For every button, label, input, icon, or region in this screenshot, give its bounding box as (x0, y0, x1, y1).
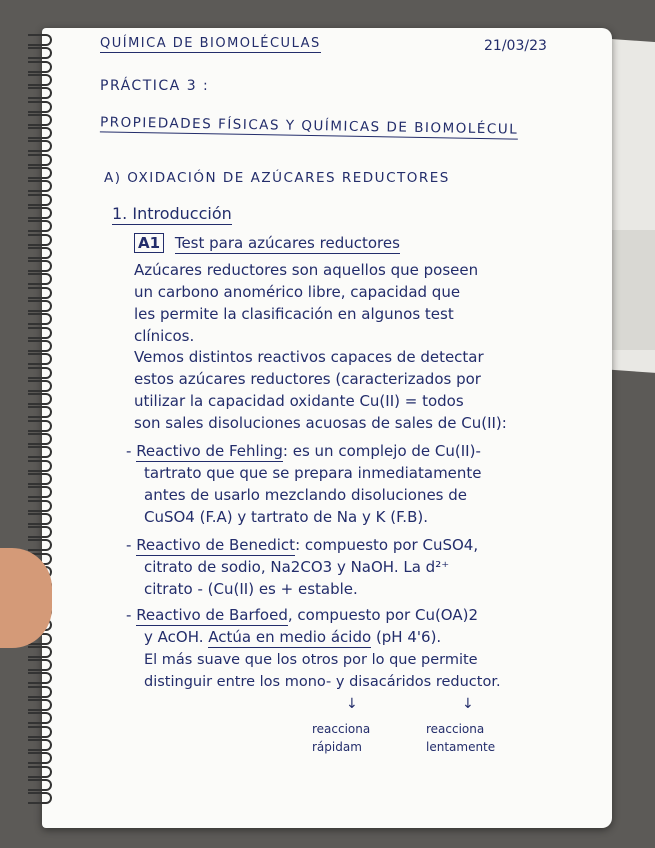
bullet-dash: - (126, 442, 137, 460)
bullet-dash: - (126, 536, 137, 554)
paragraph2-line: Vemos distintos reactivos capaces de detectar (134, 348, 484, 366)
practice-label: PRÁCTICA 3 : (100, 78, 210, 94)
benedict-label: Reactivo de Benedict (136, 536, 296, 554)
fehling-line (126, 442, 481, 460)
intro-heading (112, 204, 232, 223)
barfoed-label: Reactivo de Barfoed (136, 606, 288, 624)
spiral-ring (28, 420, 52, 432)
barfoed-text: (pH 4'6). (375, 628, 442, 646)
fehling-line: antes de usarlo mezclando disoluciones de (144, 486, 468, 504)
fehling-text: : es un complejo de Cu(II)- (282, 442, 481, 460)
spiral-ring (28, 406, 52, 418)
benedict-line: citrato de sodio, Na2CO3 y NaOH. La d²⁺ (144, 558, 450, 576)
note-left: rápidam (312, 740, 362, 754)
spiral-ring (28, 194, 52, 206)
spiral-ring (28, 300, 52, 312)
spiral-ring (28, 646, 52, 658)
note-right: lentamente (426, 740, 496, 754)
paragraph2-line: son sales disoluciones acuosas de sales de Cu(II): (134, 414, 507, 432)
barfoed-text: y AcOH. (144, 628, 204, 646)
spiral-ring (28, 380, 52, 392)
bullet-dash: - (126, 606, 137, 624)
barfoed-line: El más suave que los otros por lo que permite (144, 652, 478, 668)
spiral-ring (28, 526, 52, 538)
spiral-ring (28, 154, 52, 166)
benedict-line (126, 536, 478, 554)
spiral-ring (28, 367, 52, 379)
notebook-page (42, 28, 612, 828)
page-date: 21/03/23 (484, 38, 547, 54)
arrow-down-icon: ↓ (462, 696, 474, 712)
spiral-ring (28, 167, 52, 179)
fehling-line: tartrato que que se prepara inmediatamente (144, 464, 482, 482)
spiral-ring (28, 686, 52, 698)
box-heading (134, 234, 400, 252)
spiral-ring (28, 752, 52, 764)
spiral-ring (28, 101, 52, 113)
paragraph2-line: estos azúcares reductores (caracterizados por (134, 370, 481, 388)
spiral-ring (28, 500, 52, 512)
spiral-ring (28, 460, 52, 472)
spiral-ring (28, 393, 52, 405)
spiral-ring (28, 699, 52, 711)
spiral-ring (28, 779, 52, 791)
spiral-ring (28, 473, 52, 485)
spiral-ring (28, 712, 52, 724)
fehling-line: CuSO4 (F.A) y tartrato de Na y K (F.B). (144, 508, 428, 526)
spiral-ring (28, 74, 52, 86)
paragraph1-line: clínicos. (134, 327, 195, 345)
spiral-ring (28, 287, 52, 299)
spiral-ring (28, 220, 52, 232)
arrow-down-icon: ↓ (346, 696, 358, 712)
paragraph1-line: un carbono anomérico libre, capacidad que (134, 283, 461, 301)
spiral-binding (28, 34, 78, 824)
paragraph1-line: les permite la clasificación en algunos test (134, 305, 454, 323)
spiral-ring (28, 739, 52, 751)
spiral-ring (28, 726, 52, 738)
spiral-ring (28, 61, 52, 73)
spiral-ring (28, 140, 52, 152)
spiral-ring (28, 659, 52, 671)
section-heading: A) OXIDACIÓN DE AZÚCARES REDUCTORES (104, 170, 450, 186)
page-title: QUÍMICA DE BIOMOLÉCULAS (100, 36, 321, 51)
barfoed-text: , compuesto por Cu(OA)2 (287, 606, 478, 624)
spiral-ring (28, 446, 52, 458)
spiral-ring (28, 766, 52, 778)
spiral-ring (28, 539, 52, 551)
spiral-ring (28, 247, 52, 259)
spiral-ring (28, 353, 52, 365)
benedict-line: citrato - (Cu(II) es + estable. (144, 580, 358, 598)
box-title: Test para azúcares reductores (174, 234, 400, 252)
spiral-ring (28, 234, 52, 246)
spiral-ring (28, 114, 52, 126)
spiral-ring (28, 127, 52, 139)
benedict-text: : compuesto por CuSO4, (295, 536, 479, 554)
spiral-ring (28, 87, 52, 99)
spiral-ring (28, 313, 52, 325)
spiral-ring (28, 34, 52, 46)
barfoed-line (144, 628, 441, 646)
spiral-ring (28, 513, 52, 525)
spiral-ring (28, 180, 52, 192)
spiral-ring (28, 47, 52, 59)
practice-subtitle: PROPIEDADES FÍSICAS Y QUÍMICAS DE BIOMOLÉCUL (99, 114, 519, 138)
spiral-ring (28, 340, 52, 352)
spiral-ring (28, 486, 52, 498)
barfoed-line (126, 606, 478, 624)
spiral-ring (28, 273, 52, 285)
barfoed-underlined: Actúa en medio ácido (208, 628, 372, 646)
barfoed-line: distinguir entre los mono- y disacáridos reductor. (144, 674, 501, 690)
box-label: A1 (134, 233, 164, 253)
spiral-ring (28, 672, 52, 684)
spiral-ring (28, 433, 52, 445)
note-left: reacciona (312, 722, 371, 736)
intro-heading-text: 1. Introducción (112, 204, 232, 223)
spiral-ring (28, 260, 52, 272)
spiral-ring (28, 327, 52, 339)
note-right: reacciona (426, 722, 485, 736)
fehling-label: Reactivo de Fehling (136, 442, 283, 460)
paragraph2-line: utilizar la capacidad oxidante Cu(II) = todos (134, 392, 464, 410)
paragraph1-line: Azúcares reductores son aquellos que poseen (134, 261, 479, 279)
spiral-ring (28, 207, 52, 219)
spiral-ring (28, 792, 52, 804)
